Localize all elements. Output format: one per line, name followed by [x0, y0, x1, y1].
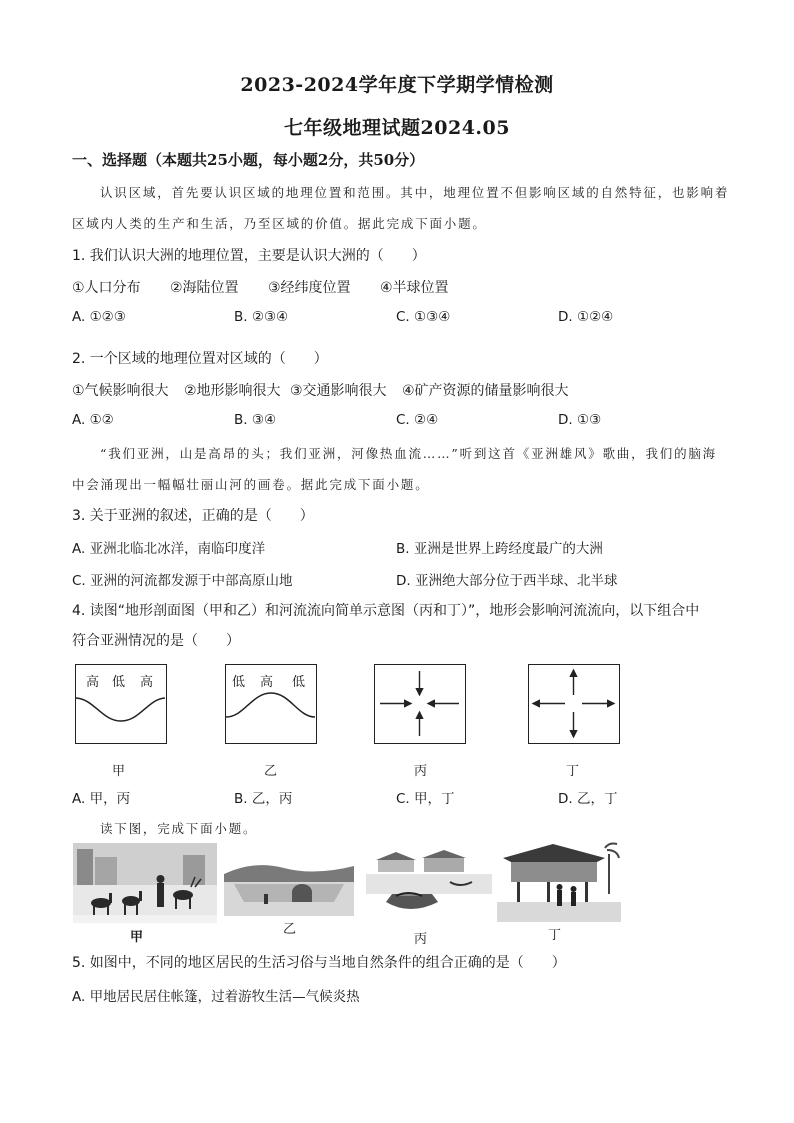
question-2-stem: 2. 一个区域的地理位置对区域的（ ） [72, 351, 328, 367]
q3-option-b[interactable]: B. 亚洲是世界上跨经度最广的大洲 [396, 541, 603, 557]
q1-item-4: ④半球位置 [380, 280, 449, 296]
photo-caption-yi: 乙 [283, 922, 297, 937]
q2-item-2: ②地形影响很大 [184, 383, 281, 399]
q1-item-3: ③经纬度位置 [268, 280, 351, 296]
q2-option-c[interactable]: C. ②④ [396, 412, 439, 428]
profile-diagram-yi [225, 664, 317, 744]
caption-bing: 丙 [414, 764, 428, 779]
photo-caption-ding: 丁 [548, 928, 562, 943]
profile-yi-label-low-left: 低 [232, 675, 246, 690]
outward-arrows-icon [529, 665, 618, 742]
section-heading: 一、选择题（本题共25小题，每小题2分，共50分） [72, 151, 425, 169]
q2-item-4: ④矿产资源的储量影响很大 [402, 383, 569, 399]
river-diagram-bing [374, 664, 466, 744]
profile-jia-label-high-left: 高 [86, 675, 100, 690]
caption-yi: 乙 [264, 764, 278, 779]
q1-option-c[interactable]: C. ①③④ [396, 309, 451, 325]
profile-diagram-jia [75, 664, 167, 744]
passage-2-line-2: 中会涌现出一幅幅壮丽山河的画卷。据此完成下面小题。 [72, 477, 430, 492]
profile-yi-label-high: 高 [260, 675, 274, 690]
caption-ding: 丁 [566, 764, 580, 779]
profile-yi-label-low-right: 低 [292, 675, 306, 690]
q4-option-d[interactable]: D. 乙，丁 [558, 791, 618, 807]
profile-jia-label-high-right: 高 [140, 675, 154, 690]
q3-option-c[interactable]: C. 亚洲的河流都发源于中部高原山地 [72, 573, 293, 589]
q2-option-d[interactable]: D. ①③ [558, 412, 602, 428]
q2-option-b[interactable]: B. ③④ [234, 412, 277, 428]
photo-yi-grassland-yurt [224, 854, 354, 916]
q1-option-b[interactable]: B. ②③④ [234, 309, 289, 325]
profile-jia-label-low: 低 [112, 675, 126, 690]
profile-jia-curve [76, 665, 165, 742]
q2-item-3: ③交通影响很大 [290, 383, 387, 399]
q3-option-a[interactable]: A. 亚洲北临北冰洋，南临印度洋 [72, 541, 266, 557]
passage-1-line-1: 认识区域，首先要认识区域的地理位置和范围。其中，地理位置不但影响区域的自然特征，也影响着 [100, 185, 730, 200]
river-diagram-ding [528, 664, 620, 744]
q1-item-1: ①人口分布 [72, 280, 141, 296]
q4-option-c[interactable]: C. 甲，丁 [396, 791, 455, 807]
exam-title: 2023-2024学年度下学期学情检测 [240, 74, 554, 96]
profile-yi-curve [226, 665, 315, 742]
passage-3-line-1: 读下图，完成下面小题。 [100, 821, 258, 836]
passage-1-line-2: 区域内人类的生产和生活，乃至区域的价值。据此完成下面小题。 [72, 216, 487, 231]
photo-caption-bing: 丙 [414, 932, 428, 947]
q3-option-d[interactable]: D. 亚洲绝大部分位于西半球、北半球 [396, 573, 618, 589]
photo-jia-reindeer-sledge [73, 843, 217, 923]
inward-arrows-icon [375, 665, 464, 742]
q4-option-a[interactable]: A. 甲，丙 [72, 791, 131, 807]
passage-2-line-1: “我们亚洲，山是高昂的头；我们亚洲，河像热血流……”听到这首《亚洲雄风》歌曲，我们的脑海 [100, 446, 717, 461]
q1-item-2: ②海陆位置 [170, 280, 239, 296]
q2-option-a[interactable]: A. ①② [72, 412, 114, 428]
exam-subtitle: 七年级地理试题2024.05 [284, 117, 510, 139]
photo-caption-jia: 甲 [130, 930, 144, 945]
caption-jia: 甲 [112, 764, 126, 779]
q1-option-a[interactable]: A. ①②③ [72, 309, 126, 325]
photo-ding-stilt-house [497, 840, 621, 922]
question-4-stem-line-2: 符合亚洲情况的是（ ） [72, 633, 240, 649]
q1-option-d[interactable]: D. ①②④ [558, 309, 614, 325]
question-4-stem-line-1: 4. 读图“地形剖面图（甲和乙）和河流流向简单示意图（丙和丁）”，地形会影响河流流向，以下组合中 [72, 603, 700, 619]
question-5-stem: 5. 如图中，不同的地区居民的生活习俗与当地自然条件的组合正确的是（ ） [72, 955, 566, 971]
q2-item-1: ①气候影响很大 [72, 383, 169, 399]
question-3-stem: 3. 关于亚洲的叙述，正确的是（ ） [72, 508, 314, 524]
photo-bing-water-town [366, 848, 492, 923]
q5-option-a[interactable]: A. 甲地居民居住帐篷，过着游牧生活—气候炎热 [72, 989, 360, 1005]
q4-option-b[interactable]: B. 乙，丙 [234, 791, 293, 807]
question-1-stem: 1. 我们认识大洲的地理位置，主要是认识大洲的（ ） [72, 248, 426, 264]
